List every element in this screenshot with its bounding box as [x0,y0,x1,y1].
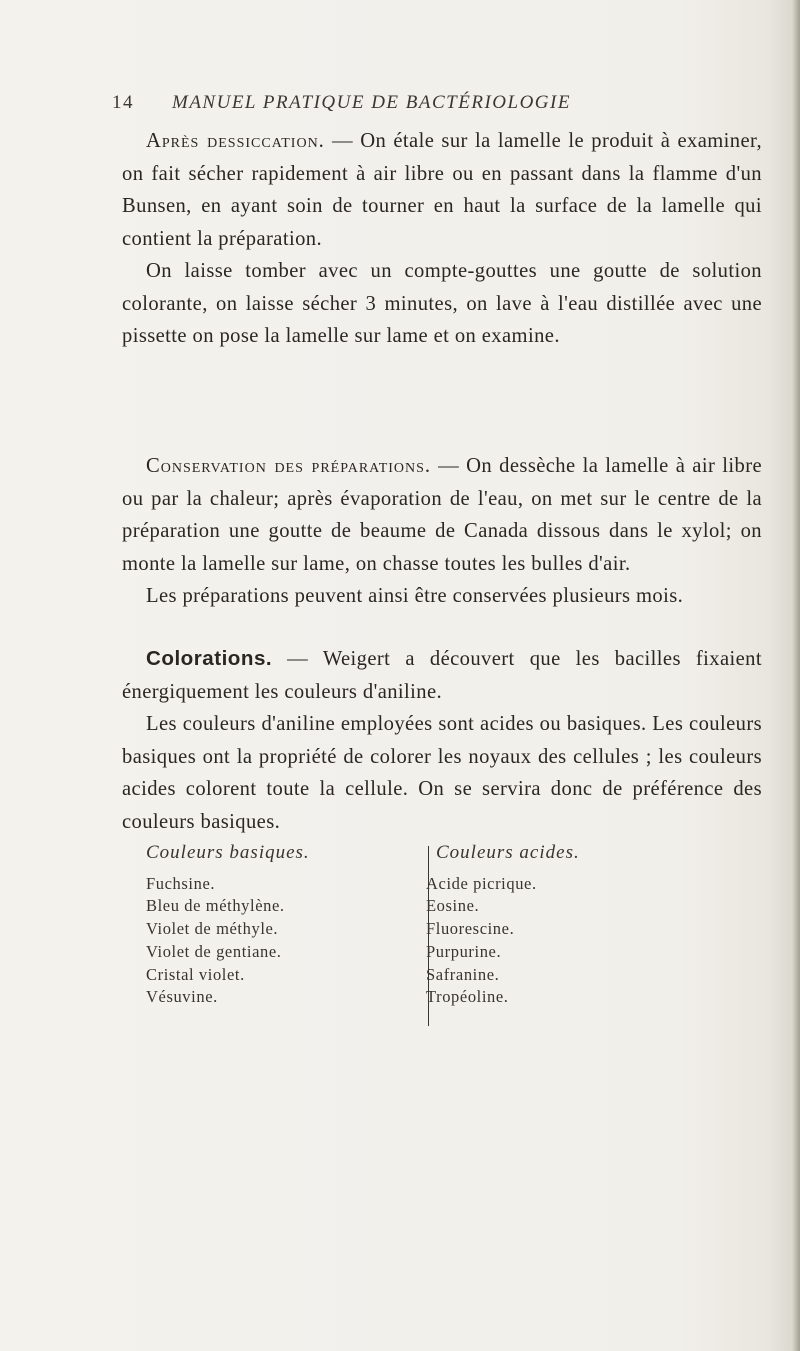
paragraph [122,708,762,838]
section-colorations [122,643,762,838]
list-item: Cristal violet. [146,964,245,984]
paragraph-text: — On étale sur la lamelle le produit à examiner, on fait sécher rapidement à air libre ou en passant dans la flamme d'un Bunsen, en ayant soin de tourner en haut la surface de la lamelle qui contient la préparation. [122,130,762,250]
column-title: Couleurs basiques. [146,842,310,863]
paragraph [122,450,762,580]
dye-table [130,842,730,1022]
basic-dyes-column [146,842,310,1009]
paragraph [122,643,762,708]
acid-dyes-column [426,842,580,1009]
paragraph [122,580,762,613]
paragraph-text: — Weigert a découvert que les bacilles fixaient énergiquement les couleurs d'aniline. [122,648,762,703]
section-heading: Colorations. [146,647,273,670]
list-item: Violet de méthyle. [146,919,279,939]
section-conservation [122,450,762,613]
paragraph-text: — On dessèche la lamelle à air libre ou par la chaleur; après évaporation de l'eau, on met sur le centre de la préparation une goutte de beaume de Canada dissous dans le xylol; on monte la lamelle sur lame, on chasse toutes les bulles d'air. [122,455,762,575]
list-item: Fuchsine. [146,873,216,893]
paragraph [122,255,762,353]
list-item: Acide picrique. [426,873,537,893]
list-item: Violet de gentiane. [146,941,282,961]
section-dessiccation [122,125,762,353]
page-edge-shadow [792,0,800,1351]
page-number: 14 [112,92,134,113]
paragraph-text: Les couleurs d'aniline employées sont acides ou basiques. Les couleurs basiques ont la propriété de colorer les noyaux des cellules ; les couleurs acides colorent toute la cellule. On se servira donc de préférence des couleurs basiques. [122,713,762,833]
running-header [112,92,712,114]
list-item: Fluorescine. [426,919,515,939]
section-heading: Conservation des préparations. [146,455,432,477]
column-title: Couleurs acides. [436,842,580,863]
paragraph [122,125,762,255]
list-item: Purpurine. [426,941,502,961]
list-item: Tropéoline. [426,987,509,1007]
running-title: MANUEL PRATIQUE DE BACTÉRIOLOGIE [172,92,571,113]
list-item: Bleu de méthylène. [146,896,285,916]
list-item: Vésuvine. [146,987,218,1007]
section-heading: Après dessiccation. [146,130,325,152]
list-item: Eosine. [426,896,480,916]
list-item: Safranine. [426,964,500,984]
paragraph-text: On laisse tomber avec un compte-gouttes une goutte de solution colorante, on laisse sécher 3 minutes, on lave à l'eau distillée avec une pissette on pose la lamelle sur lame et on examine. [122,260,762,347]
paragraph-text: Les préparations peuvent ainsi être conservées plusieurs mois. [146,585,684,607]
